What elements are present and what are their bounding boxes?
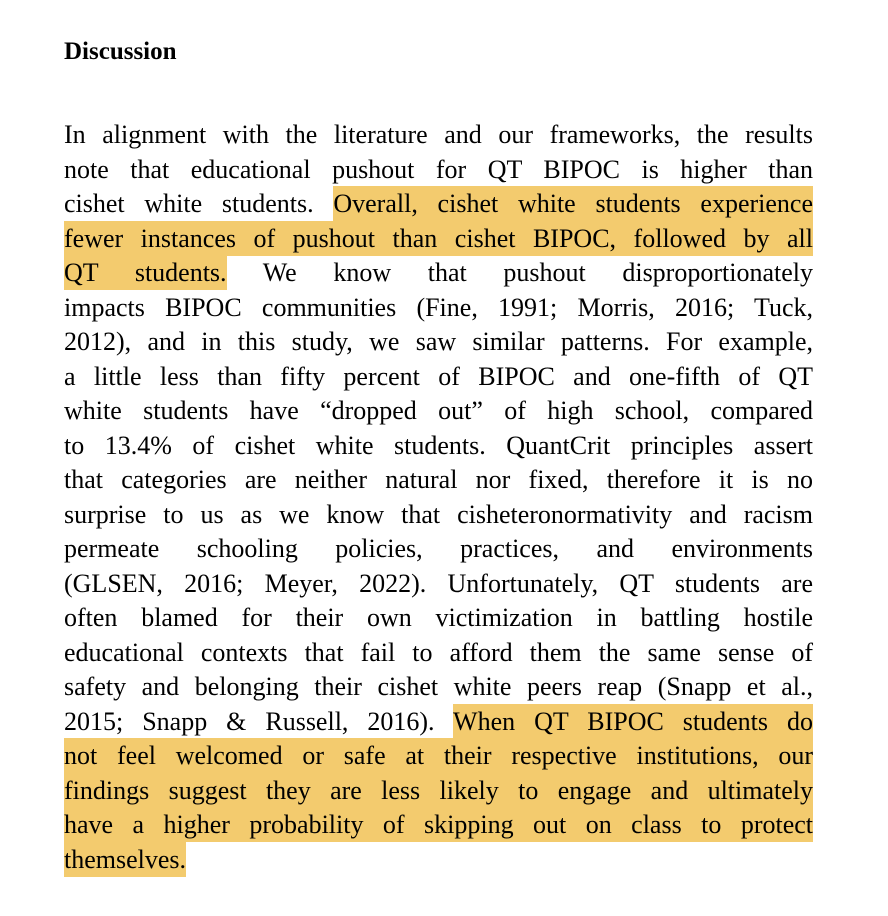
text-line <box>64 463 813 498</box>
text-segment: a little less than fifty percent of BIPOC and one-fifth of QT <box>64 361 813 391</box>
text-segment: that categories are neither natural nor fixed, therefore it is no <box>64 465 813 494</box>
highlighted-text: findings suggest they are less likely to engage and ultimately <box>64 773 813 808</box>
text-segment: to 13.4% of cishet white students. QuantCrit principles assert <box>64 430 813 460</box>
highlighted-text: have a higher probability of skipping out on class to protect <box>64 807 813 842</box>
highlighted-text: When QT BIPOC students do <box>453 704 813 739</box>
discussion-paragraph <box>64 118 813 877</box>
highlighted-text: Overall, cishet white students experience <box>333 186 813 221</box>
highlighted-text: fewer instances of pushout than cishet BIPOC, followed by all <box>64 221 813 256</box>
text-segment: note that educational pushout for QT BIPOC is higher than <box>64 154 813 184</box>
text-line <box>64 394 813 429</box>
text-line <box>64 739 813 774</box>
text-line <box>64 636 813 671</box>
text-line <box>64 843 813 878</box>
text-segment: cishet white students. <box>64 189 334 218</box>
text-segment: We know that pushout disproportionately <box>226 258 813 287</box>
text-segment: (GLSEN, 2016; Meyer, 2022). Unfortunately, QT students are <box>64 568 813 598</box>
text-segment: educational contexts that fail to afford them the same sense of <box>64 637 813 667</box>
text-line <box>64 118 813 153</box>
text-line <box>64 498 813 533</box>
text-line <box>64 532 813 567</box>
text-segment: 2015; Snapp & Russell, 2016). <box>64 706 454 736</box>
section-heading: Discussion <box>64 38 177 65</box>
text-segment: surprise to us as we know that cisheteronormativity and racism <box>64 499 813 529</box>
text-line <box>64 291 813 326</box>
text-line <box>64 601 813 636</box>
text-segment: 2012), and in this study, we saw similar patterns. For example, <box>64 327 813 356</box>
text-segment: safety and belonging their cishet white peers reap (Snapp et al., <box>64 672 813 701</box>
highlighted-text: QT students. <box>64 255 227 290</box>
text-line <box>64 187 813 222</box>
highlighted-text: not feel welcomed or safe at their respective institutions, our <box>64 738 813 773</box>
highlighted-text: themselves. <box>64 842 186 877</box>
text-segment: In alignment with the literature and our frameworks, the results <box>64 120 813 149</box>
text-line <box>64 567 813 602</box>
text-segment: impacts BIPOC communities (Fine, 1991; Morris, 2016; Tuck, <box>64 292 813 322</box>
text-segment: permeate schooling policies, practices, and environments <box>64 534 813 563</box>
text-line <box>64 808 813 843</box>
text-line <box>64 153 813 188</box>
text-line <box>64 222 813 257</box>
text-line <box>64 774 813 809</box>
text-line <box>64 360 813 395</box>
text-segment: often blamed for their own victimization in battling hostile <box>64 603 813 632</box>
text-line <box>64 429 813 464</box>
text-line <box>64 670 813 705</box>
text-segment: white students have “dropped out” of high school, compared <box>64 396 813 425</box>
text-line <box>64 325 813 360</box>
text-line <box>64 705 813 740</box>
text-line <box>64 256 813 291</box>
